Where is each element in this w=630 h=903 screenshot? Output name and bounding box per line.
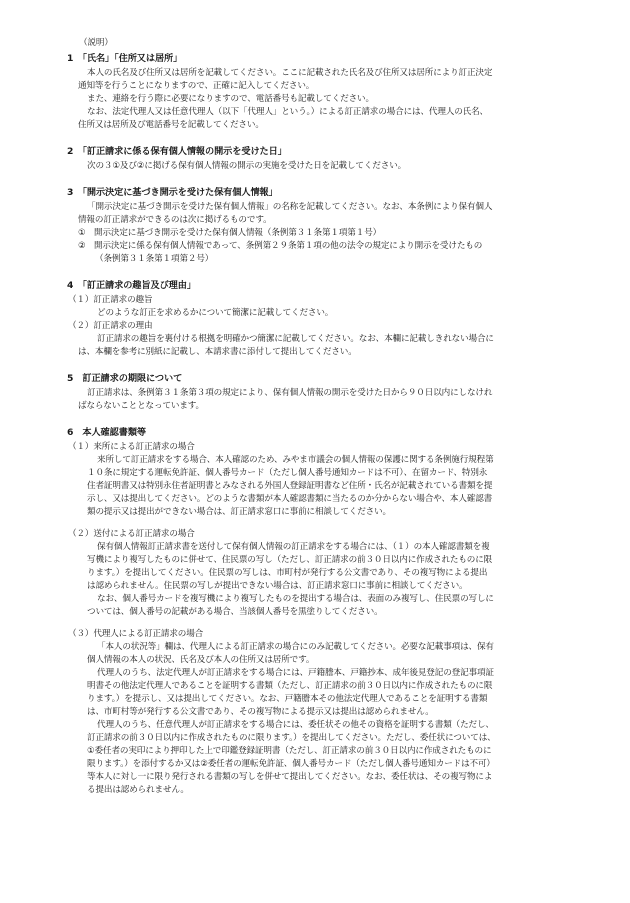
section-4-subheading: （２）訂正請求の理由 xyxy=(68,321,153,331)
section-6-line: ついては、個人番号の記載がある場合、当該個人番号を黒塗りしてください。 xyxy=(87,607,383,617)
section-6-heading: 6 本人確認書類等 xyxy=(67,427,146,438)
section-6-subheading: （３）代理人による訂正請求の場合 xyxy=(68,629,204,639)
section-6-line: 明書その他法定代理人であることを証明する書類（ただし、訂正請求の前３０日以内に作成されたものに限 xyxy=(87,681,493,691)
section-6-line: 示し、又は提出してください。どのような書類が本人確認書類に当たるのか分からない場合や、本人確認書 xyxy=(87,494,493,504)
section-4-heading: 4 「訂正請求の趣旨及び理由」 xyxy=(67,280,196,291)
section-1-line: また、連絡を行う際に必要になりますので、電話番号も記載してください。 xyxy=(87,94,374,104)
section-1-line: 本人の氏名及び住所又は居所を記載してください。ここに記載された氏名及び住所又は居所により訂正決定 xyxy=(87,68,493,78)
section-6-line: ります。）を提出してください。住民票の写しは、市町村が発行する公文書であり、その複写物による提出 xyxy=(87,568,488,578)
section-6-line: ります。）を提示し、又は提出してください。なお、戸籍謄本その他法定代理人であることを証明する書類 xyxy=(87,694,488,704)
section-6-line: は認められません。住民票の写しが提出できない場合は、訂正請求窓口に事前に相談してください。 xyxy=(87,581,468,591)
document-title: （説明） xyxy=(79,38,113,48)
section-6-line: 「本人の状況等」欄は、代理人による訂正請求の場合にのみ記載してください。必要な記載事項は、保有 xyxy=(97,642,494,652)
section-3-item: ② 開示決定に係る保有個人情報であって、条例第２９条第１項の他の法令の規定により開示を受けたもの xyxy=(78,241,483,251)
section-6-subheading: （２）送付による訂正請求の場合 xyxy=(68,529,195,539)
section-6-line: 等本人に対し一に限り発行される書類の写しを併せて提出してください。なお、委任状は、その複写物によ xyxy=(87,772,493,782)
section-1-line: 通知等を行うことになりますので、正確に記入してください。 xyxy=(78,81,315,91)
section-4-subheading: （１）訂正請求の趣旨 xyxy=(68,295,153,305)
section-2-heading: 2 「訂正請求に係る保有個人情報の開示を受けた日」 xyxy=(67,146,287,157)
section-5-line: 訂正請求は、条例第３１条第３項の規定により、保有個人情報の開示を受けた日から９０日以内にしなけれ xyxy=(87,388,493,398)
section-6-line: 個人情報の本人の状況、氏名及び本人の住所又は居所です。 xyxy=(87,655,315,665)
section-6-line: 訂正請求の前３０日以内に作成されたものに限ります。）を提出してください。ただし、委任状については、 xyxy=(87,733,496,743)
section-6-line: 代理人のうち、法定代理人が訂正請求をする場合には、戸籍謄本、戸籍抄本、成年後見登記の登記事項証 xyxy=(97,668,494,678)
section-3-line: 情報の訂正請求ができるのは次に掲げるものです。 xyxy=(78,215,272,225)
section-4-line: 訂正請求の趣旨を裏付ける根拠を明確かつ簡潔に記載してください。なお、本欄に記載しきれない場合に xyxy=(97,334,494,344)
section-6-line: １０条に規定する運転免許証、個人番号カード（ただし個人番号通知カードは不可）、在留カード、特別永 xyxy=(87,468,488,478)
section-3-item: （条例第３１条第１項第２号） xyxy=(95,254,214,264)
section-6-line: 代理人のうち、任意代理人が訂正請求をする場合には、委任状その他その資格を証明する書類（ただし、 xyxy=(97,720,494,730)
section-1-heading: 1 「氏名」「住所又は居所」 xyxy=(67,53,183,64)
section-1-line: なお、法定代理人又は任意代理人（以下「代理人」という。）による訂正請求の場合には、代理人の氏名、 xyxy=(87,107,489,117)
section-6-line: なお、個人番号カードを複写機により複写したものを提出する場合は、表面のみ複写し、住民票の写しに xyxy=(97,594,494,604)
section-3-heading: 3 「開示決定に基づき開示を受けた保有個人情報」 xyxy=(67,187,278,198)
section-6-line: は、市町村等が発行する公文書であり、その複写物による提示又は提出は認められません。 xyxy=(87,707,434,717)
section-6-line: 住者証明書又は特別永住者証明書とみなされる外国人登録証明書など住所・氏名が記載されている書類を提 xyxy=(87,481,493,491)
section-6-line: 限ります。）を添付するか又は②委任者の運転免許証、個人番号カード（ただし個人番号通知カードは不可） xyxy=(87,759,495,769)
section-4-line: どのような訂正を求めるかについて簡潔に記載してください。 xyxy=(97,308,334,318)
section-2-line: 次の３①及び②に掲げる保有個人情報の開示の実施を受けた日を記載してください。 xyxy=(87,161,407,171)
section-4-line: は、本欄を参考に別紙に記載し、本請求書に添付して提出してください。 xyxy=(78,347,357,357)
section-6-line: 類の提示又は提出ができない場合は、訂正請求窓口に事前に相談してください。 xyxy=(87,507,391,517)
section-5-line: ばならないこととなっています。 xyxy=(78,401,204,411)
section-3-item: ① 開示決定に基づき開示を受けた保有個人情報（条例第３１条第１項第１号） xyxy=(78,228,382,238)
section-6-line: 写機により複写したものに併せて、住民票の写し（ただし、訂正請求の前３０日以内に作成されたものに限 xyxy=(87,555,493,565)
section-6-line: 来所して訂正請求をする場合、本人確認のため、みやま市議会の個人情報の保護に関する条例施行規程第 xyxy=(97,455,494,465)
section-6-line: る提出は認められません。 xyxy=(87,785,189,795)
section-5-heading: 5 訂正請求の期限について xyxy=(67,373,183,384)
section-6-line: ①委任者の実印により押印した上で印鑑登録証明書（ただし、訂正請求の前３０日以内に作成されたものに xyxy=(87,746,492,756)
section-3-line: 「開示決定に基づき開示を受けた保有個人情報」の名称を記載してください。なお、本条例により保有個人 xyxy=(87,202,493,212)
section-6-line: 保有個人情報訂正請求書を送付して保有個人情報の訂正請求をする場合には、（１）の本人確認書類を複 xyxy=(97,542,490,552)
section-1-line: 住所又は居所及び電話番号を記載してください。 xyxy=(78,120,264,130)
section-6-subheading: （１）来所による訂正請求の場合 xyxy=(68,442,195,452)
